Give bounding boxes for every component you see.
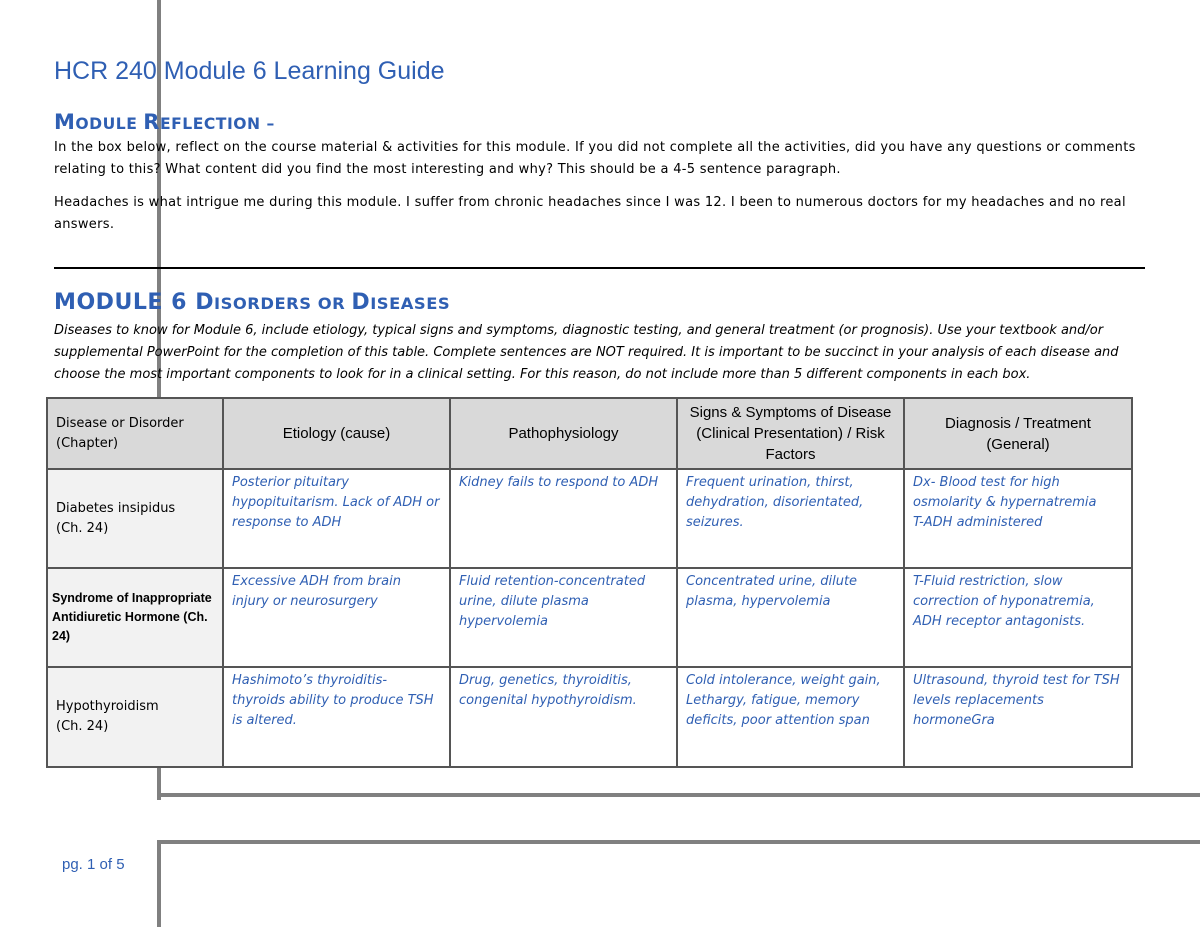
etiology-cell[interactable]: Excessive ADH from brain injury or neurosurgery (223, 568, 450, 667)
frame-vertical-line-bottom (157, 840, 161, 927)
header-pathophysiology: Pathophysiology (450, 398, 677, 469)
document-title: HCR 240 Module 6 Learning Guide (54, 57, 445, 85)
diagnosis-cell[interactable]: Dx- Blood test for high osmolarity & hypernatremia T-ADH administered (904, 469, 1132, 568)
disorders-instructions: Diseases to know for Module 6, include etiology, typical signs and symptoms, diagnostic testing, and general treatment (or prognosis). Use your textbook and/or supplemental PowerPoint for the completion of this table. Complete sentences are NOT required. It is important to be succinct in your analysis of each disease and choose the most important components to look for in a clinical setting. For this reason, do not include more than 5 different components in each box. (54, 323, 1119, 382)
reflection-heading: MODULE REFLECTION – (54, 110, 275, 134)
header-diagnosis-treatment: Diagnosis / Treatment (General) (904, 398, 1132, 469)
disease-name-cell: Hypothyroidism (Ch. 24) (47, 667, 223, 767)
reflection-prompt: In the box below, reflect on the course material & activities for this module. If you did not complete all the activities, did you have any questions or comments relating to this? What content did you find the most interesting and why? This should be a 4-5 sentence paragraph. (54, 140, 1136, 177)
signs-cell[interactable]: Concentrated urine, dilute plasma, hypervolemia (677, 568, 904, 667)
table-row (47, 469, 1132, 568)
table-row (47, 568, 1132, 667)
header-signs-symptoms: Signs & Symptoms of Disease (Clinical Presentation) / Risk Factors (677, 398, 904, 469)
pathophysiology-cell[interactable]: Drug, genetics, thyroiditis, congenital hypothyroidism. (450, 667, 677, 767)
pathophysiology-cell[interactable]: Fluid retention-concentrated urine, dilute plasma hypervolemia (450, 568, 677, 667)
table-header-row (47, 398, 1132, 469)
pathophysiology-cell[interactable]: Kidney fails to respond to ADH (450, 469, 677, 568)
section-divider (54, 267, 1145, 269)
disease-table (46, 397, 1133, 768)
diagnosis-cell[interactable]: Ultrasound, thyroid test for TSH levels replacements hormoneGra (904, 667, 1132, 767)
etiology-cell[interactable]: Posterior pituitary hypopituitarism. Lack of ADH or response to ADH (223, 469, 450, 568)
signs-cell[interactable]: Cold intolerance, weight gain, Lethargy, fatigue, memory deficits, poor attention span (677, 667, 904, 767)
header-disease: Disease or Disorder (Chapter) (47, 398, 223, 469)
disease-name-cell: Syndrome of Inappropriate Antidiuretic Hormone (Ch. 24) (47, 568, 223, 667)
etiology-cell[interactable]: Hashimoto’s thyroiditis- thyroids ability to produce TSH is altered. (223, 667, 450, 767)
page-indicator: pg. 1 of 5 (62, 856, 125, 873)
frame-horizontal-line-upper (157, 793, 1200, 797)
reflection-answer: Headaches is what intrigue me during this module. I suffer from chronic headaches since I was 12. I been to numerous doctors for my headaches and no real answers. (54, 195, 1126, 232)
table-row (47, 667, 1132, 767)
header-etiology: Etiology (cause) (223, 398, 450, 469)
disorders-heading: MODULE 6 DISORDERS OR DISEASES (54, 290, 451, 315)
disease-name-cell: Diabetes insipidus (Ch. 24) (47, 469, 223, 568)
signs-cell[interactable]: Frequent urination, thirst, dehydration, disorientated, seizures. (677, 469, 904, 568)
diagnosis-cell[interactable]: T-Fluid restriction, slow correction of hyponatremia, ADH receptor antagonists. (904, 568, 1132, 667)
frame-horizontal-line-lower (157, 840, 1200, 844)
